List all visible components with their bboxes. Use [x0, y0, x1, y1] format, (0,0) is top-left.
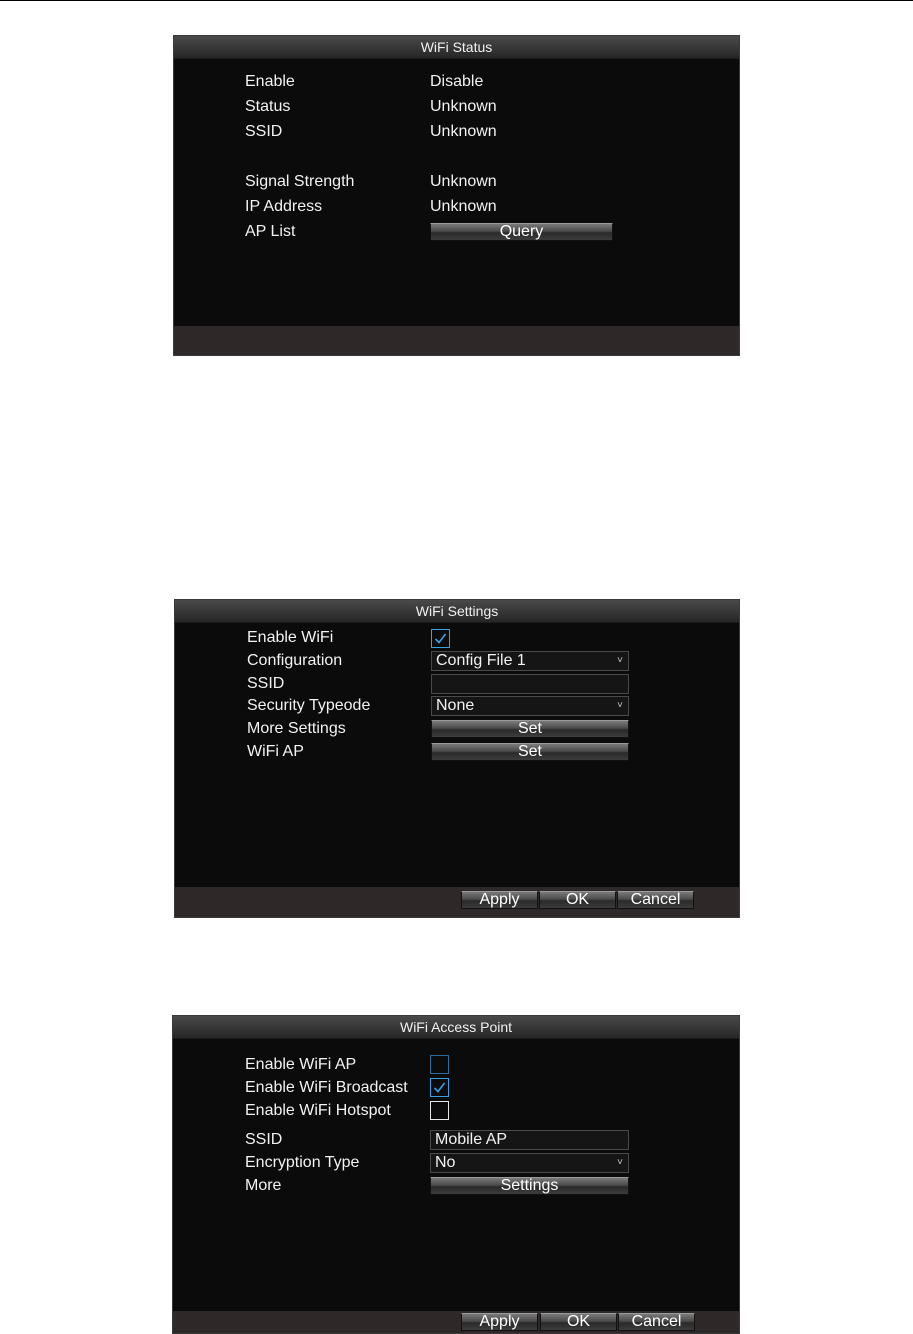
query-button[interactable]: Query — [430, 223, 613, 241]
enable-wifi-hotspot-checkbox[interactable] — [430, 1101, 449, 1120]
apply-button[interactable]: Apply — [461, 1313, 538, 1331]
more-settings-set-button[interactable]: Set — [431, 720, 629, 738]
ap-list-label: AP List — [245, 223, 296, 240]
dialog-footer — [175, 887, 739, 917]
chevron-down-icon: ˅ — [617, 655, 623, 666]
wifi-status-dialog — [173, 35, 740, 356]
chevron-down-icon: ˅ — [617, 700, 623, 711]
dialog-footer — [174, 326, 739, 355]
ok-button[interactable]: OK — [540, 1313, 617, 1331]
wifi-ap-label: WiFi AP — [247, 743, 304, 760]
enable-wifi-hotspot-label: Enable WiFi Hotspot — [245, 1102, 391, 1119]
ip-address-value: Unknown — [430, 198, 497, 215]
checkmark-icon — [433, 1081, 446, 1094]
ok-button[interactable]: OK — [539, 891, 616, 909]
configuration-select[interactable] — [431, 651, 629, 671]
encryption-type-label: Encryption Type — [245, 1154, 360, 1171]
ssid-label: SSID — [245, 123, 283, 140]
configuration-label: Configuration — [247, 652, 343, 669]
enable-wifi-ap-label: Enable WiFi AP — [245, 1056, 357, 1073]
more-label: More — [245, 1177, 282, 1194]
signal-strength-label: Signal Strength — [245, 173, 355, 190]
encryption-type-select-value: No — [435, 1154, 456, 1171]
status-value: Unknown — [430, 98, 497, 115]
enable-label: Enable — [245, 73, 295, 90]
configuration-select-value: Config File 1 — [436, 652, 526, 669]
ap-ssid-label: SSID — [245, 1131, 283, 1148]
enable-wifi-broadcast-checkbox[interactable] — [430, 1078, 449, 1097]
dialog-footer — [173, 1311, 739, 1333]
security-type-select-value: None — [436, 697, 475, 714]
ssid-label: SSID — [247, 675, 285, 692]
dialog-title: WiFi Status — [174, 36, 739, 59]
cancel-button[interactable]: Cancel — [618, 1313, 695, 1331]
dialog-title: WiFi Settings — [175, 600, 739, 623]
ssid-input[interactable] — [431, 674, 629, 694]
wifi-settings-dialog — [174, 599, 740, 918]
status-label: Status — [245, 98, 291, 115]
dialog-title: WiFi Access Point — [173, 1016, 739, 1039]
signal-strength-value: Unknown — [430, 173, 497, 190]
chevron-down-icon: ˅ — [617, 1157, 623, 1168]
enable-wifi-ap-checkbox[interactable] — [430, 1055, 449, 1074]
ip-address-label: IP Address — [245, 198, 323, 215]
security-type-label: Security Typeode — [247, 697, 371, 714]
more-settings-label: More Settings — [247, 720, 346, 737]
ssid-value: Unknown — [430, 123, 497, 140]
wifi-access-point-dialog — [172, 1015, 740, 1334]
cancel-button[interactable]: Cancel — [617, 891, 694, 909]
ap-settings-button[interactable]: Settings — [430, 1177, 629, 1195]
apply-button[interactable]: Apply — [461, 891, 538, 909]
checkmark-icon — [434, 632, 447, 645]
wifi-ap-set-button[interactable]: Set — [431, 743, 629, 761]
enable-wifi-broadcast-label: Enable WiFi Broadcast — [245, 1079, 408, 1096]
security-type-select[interactable] — [431, 696, 629, 716]
enable-wifi-checkbox[interactable] — [431, 629, 450, 648]
enable-value: Disable — [430, 73, 484, 90]
ap-ssid-input[interactable]: Mobile AP — [430, 1130, 629, 1150]
encryption-type-select[interactable] — [430, 1153, 629, 1173]
page-top-rule — [0, 0, 913, 1]
enable-wifi-label: Enable WiFi — [247, 629, 334, 646]
